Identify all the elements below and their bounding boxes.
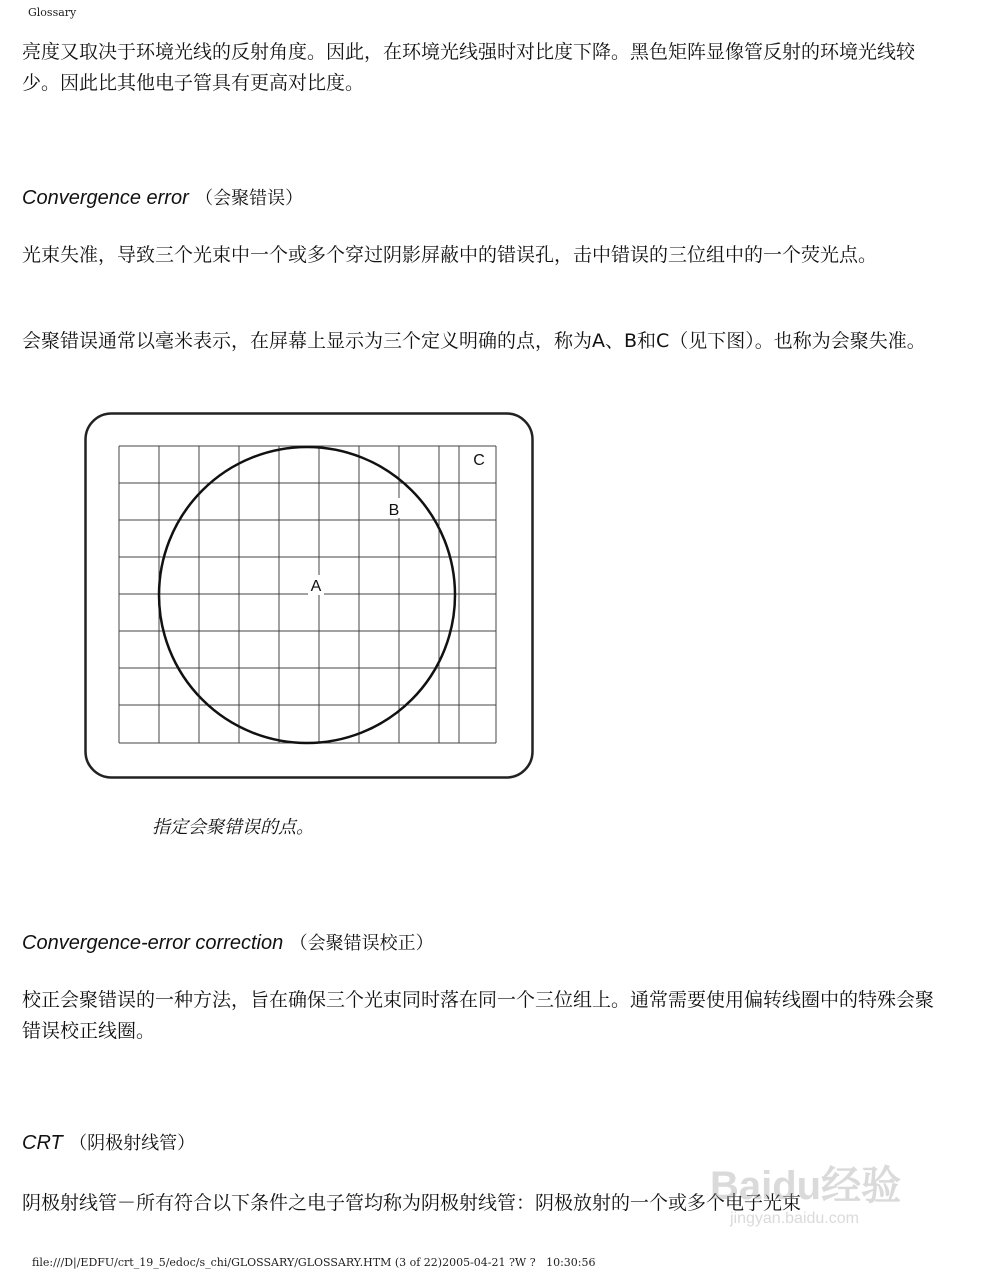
point-a-label: A <box>310 578 322 595</box>
term-en: Convergence-error correction <box>22 932 284 954</box>
point-c-label: C <box>473 452 485 469</box>
correction-definition: 校正会聚错误的一种方法，旨在确保三个光束同时落在同一个三位组上。通常需要使用偏转线圈中的特殊会聚错误校正线圈。 <box>22 989 935 1042</box>
term-zh: （会聚错误） <box>195 188 304 209</box>
term-convergence-error <box>22 183 303 213</box>
figure-caption: 指定会聚错误的点。 <box>152 817 314 838</box>
baidu-watermark <box>700 1140 960 1240</box>
watermark-brand: Baidu经验 <box>710 1164 902 1208</box>
intro-paragraph: 亮度又取决于环境光线的反射角度。因此，在环境光线强时对比度下降。黑色矩阵显像管反射的环境光线较少。因此比其他电子管具有更高对比度。 <box>22 41 916 94</box>
convergence-error-detail: 会聚错误通常以毫米表示，在屏幕上显示为三个定义明确的点，称为A、B和C（见下图）。也称为会聚失准。 <box>22 330 926 352</box>
convergence-error-diagram <box>84 412 536 782</box>
term-crt <box>22 1128 195 1158</box>
point-b-label: B <box>388 502 400 519</box>
term-zh: （会聚错误校正） <box>289 933 434 954</box>
term-convergence-error-correction <box>22 928 434 958</box>
term-zh: （阴极射线管） <box>69 1133 196 1154</box>
term-en: CRT <box>22 1132 63 1154</box>
watermark-url: jingyan.baidu.com <box>730 1210 859 1227</box>
page-footer-path: file:///D|/EDFU/crt_19_5/edoc/s_chi/GLOSSARY/GLOSSARY.HTM (3 of 22)2005-04-21 ?W ? 10:30:56 <box>32 1256 596 1269</box>
term-en: Convergence error <box>22 187 189 209</box>
crt-definition: 阴极射线管－所有符合以下条件之电子管均称为阴极射线管：阴极放射的一个或多个电子光束 <box>22 1192 802 1214</box>
convergence-error-definition: 光束失准，导致三个光束中一个或多个穿过阴影屏蔽中的错误孔，击中错误的三位组中的一个荧光点。 <box>22 244 878 266</box>
screen-frame <box>86 414 533 778</box>
page-header-title: Glossary <box>28 6 77 19</box>
